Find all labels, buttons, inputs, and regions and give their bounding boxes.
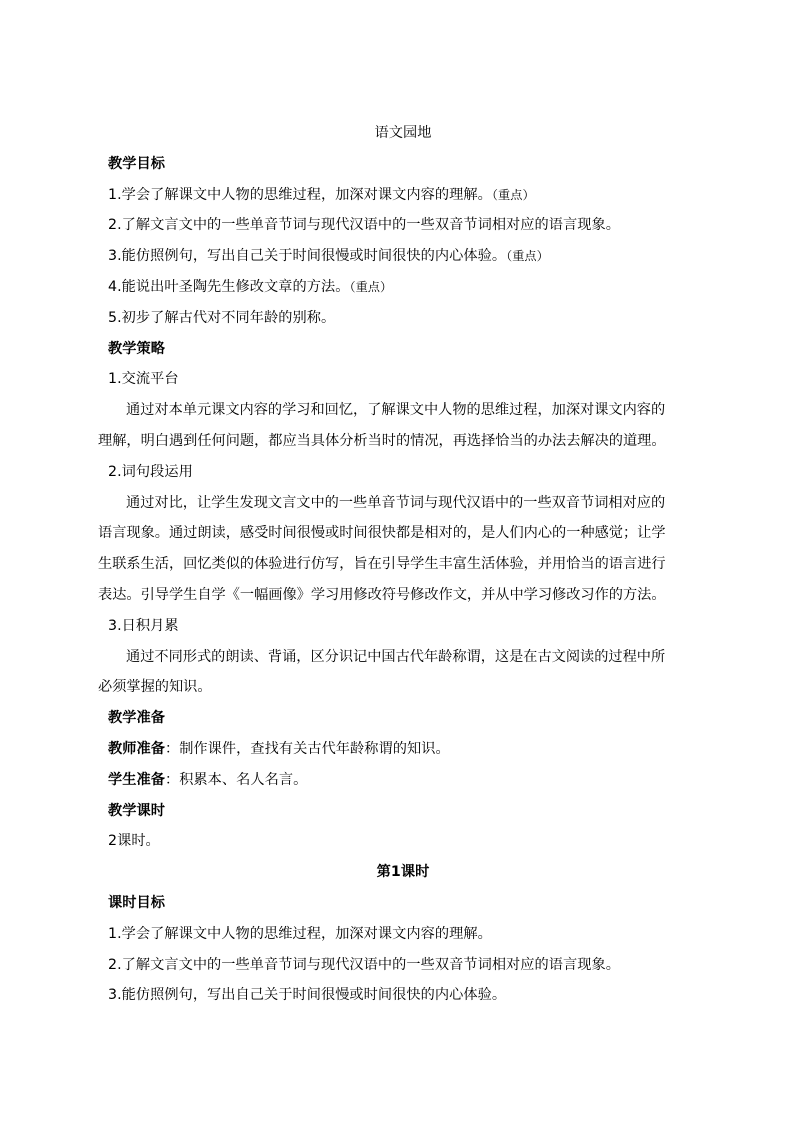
goal-item: 2.了解文言文中的一些单音节词与现代汉语中的一些双音节词相对应的语言现象。: [108, 217, 620, 234]
hours-heading: 教学课时: [108, 802, 165, 819]
paragraph-line: 通过不同形式的朗读、背诵，区分识记中国古代年龄称谓，这是在古文阅读的过程中所: [126, 648, 666, 665]
key-point-tag: （重点）: [349, 279, 393, 294]
strategy-subheading: 2.词句段运用: [108, 463, 193, 480]
paragraph-line: 语言现象。通过朗读，感受时间很慢或时间很快都是相对的，是人们内心的一种感觉；让学: [98, 525, 666, 542]
paragraph-line: 通过对本单元课文内容的学习和回忆，了解课文中人物的思维过程，加深对课文内容的: [126, 402, 666, 419]
lesson1-title: 第1课时: [376, 864, 430, 881]
paragraph-line: 表达。引导学生自学《一幅画像》学习用修改符号修改作文，并从中学习修改习作的方法。: [98, 586, 666, 603]
student-prep-text: ：积累本、名人名言。: [164, 771, 308, 788]
goal-item: 4.能说出叶圣陶先生修改文章的方法。（重点）: [108, 278, 393, 295]
strategy-paragraph: [98, 395, 698, 457]
lesson1-goals-heading: 课时目标: [108, 894, 165, 911]
lesson1-goal-item: 2.了解文言文中的一些单音节词与现代汉语中的一些双音节词相对应的语言现象。: [108, 956, 620, 973]
document-body: [98, 118, 698, 1011]
teacher-prep: [108, 734, 698, 765]
key-point-tag: （重点）: [491, 187, 535, 202]
prep-heading: 教学准备: [108, 710, 165, 727]
teacher-prep-text: ：制作课件，查找有关古代年龄称谓的知识。: [164, 740, 450, 757]
goal-item: 3.能仿照例句，写出自己关于时间很慢或时间很快的内心体验。（重点）: [108, 248, 549, 265]
strategy-heading: 教学策略: [108, 340, 165, 357]
paragraph-line: 必须掌握的知识。: [98, 679, 212, 696]
hours-text: 2课时。: [108, 833, 160, 850]
paragraph-line: 理解，明白遇到任何问题，都应当具体分析当时的情况，再选择恰当的办法去解决的道理。: [98, 432, 666, 449]
strategy-paragraph: [98, 642, 698, 704]
paragraph-line: 通过对比，让学生发现文言文中的一些单音节词与现代汉语中的一些双音节词相对应的: [126, 494, 666, 511]
lesson1-goal-item: 1.学会了解课文中人物的思维过程，加深对课文内容的理解。: [108, 925, 492, 942]
page-title: 语文园地: [374, 125, 432, 141]
goal-item: 1.学会了解课文中人物的思维过程，加深对课文内容的理解。（重点）: [108, 186, 535, 203]
lesson1-goal-item: 3.能仿照例句，写出自己关于时间很慢或时间很快的内心体验。: [108, 987, 507, 1004]
goal-item: 5.初步了解古代对不同年龄的别称。: [108, 309, 336, 326]
student-prep-label: 学生准备: [108, 771, 165, 788]
goals-heading: 教学目标: [108, 155, 165, 172]
student-prep: [108, 765, 698, 796]
strategy-subheading: 1.交流平台: [108, 371, 179, 388]
strategy-paragraph: [98, 488, 698, 611]
key-point-tag: （重点）: [506, 249, 549, 264]
paragraph-line: 生联系生活，回忆类似的体验进行仿写，旨在引导学生丰富生活体验，并用恰当的语言进行: [98, 556, 666, 573]
strategy-subheading: 3.日积月累: [108, 617, 179, 634]
teacher-prep-label: 教师准备: [108, 740, 165, 757]
